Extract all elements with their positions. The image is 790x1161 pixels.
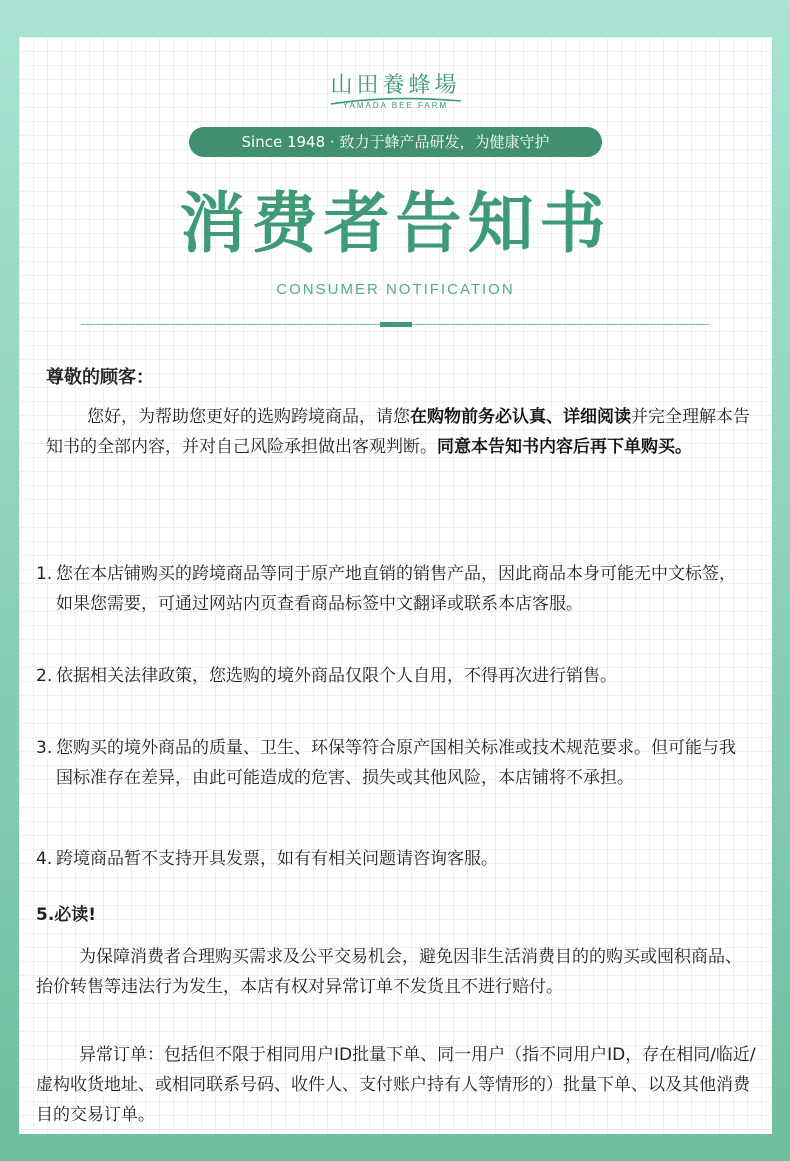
notice-sheet (19, 37, 772, 1134)
brand-subtitle: YAMADA BEE FARM (342, 101, 449, 110)
intro-text-b: 并完全理解本告知书的全部内容，并对自己风险承担做出客观判断。 (46, 407, 750, 457)
item-text: 依据相关法律政策，您选购的境外商品仅限个人自用，不得再次进行销售。 (56, 666, 617, 686)
intro-paragraph (46, 402, 758, 462)
must-read-paragraph: 为保障消费者合理购买需求及公平交易机会，避免因非生活消费目的的购买或囤积商品、抬价转售等违法行为发生，本店有权对异常订单不发货且不进行赔付。 (36, 947, 742, 997)
item-number: 3. (36, 738, 53, 758)
brand-name: 山田養蜂場 (330, 73, 461, 98)
page-subtitle: CONSUMER NOTIFICATION (276, 281, 515, 298)
item-text: 跨境商品暂不支持开具发票，如有有相关问题请咨询客服。 (56, 849, 498, 869)
item-number: 4. (36, 849, 53, 869)
item-number: 2. (36, 666, 53, 686)
brand-logo (19, 73, 772, 110)
notice-item (36, 844, 750, 874)
notice-item (36, 559, 750, 619)
intro-text-a: 您好，为帮助您更好的选购跨境商品，请您 (87, 407, 410, 427)
item-text: 您在本店铺购买的跨境商品等同于原产地直销的销售产品，因此商品本身可能无中文标签，如果您需要，可通过网站内页查看商品标签中文翻译或联系本店客服。 (56, 564, 736, 614)
intro-bold-a: 在购物前务必认真、详细阅读 (410, 407, 631, 427)
slogan-badge: Since 1948 · 致力于蜂产品研发，为健康守护 (189, 127, 602, 157)
item-text: 您购买的境外商品的质量、卫生、环保等符合原产国相关标准或技术规范要求。但可能与我国标准存在差异，由此可能造成的危害、损失或其他风险，本店铺将不承担。 (56, 738, 736, 788)
notice-item (36, 733, 750, 793)
salutation: 尊敬的顾客： (46, 367, 154, 388)
intro-bold-b: 同意本告知书内容后再下单购买。 (437, 437, 692, 457)
page-title: 消费者告知书 (179, 185, 612, 262)
item-number: 1. (36, 564, 53, 584)
abnormal-order-paragraph: 异常订单：包括但不限于相同用户ID批量下单、同一用户（指不同用户ID，存在相同/临近/虚构收货地址、或相同联系号码、收件人、支付账户持有人等情形的）批量下单、以及其他消费目的交易订单。 (36, 1045, 756, 1125)
swoosh-icon (329, 95, 463, 107)
notice-item (36, 661, 750, 691)
divider-mark (380, 322, 412, 327)
must-read-heading: 5.必读! (36, 905, 97, 925)
